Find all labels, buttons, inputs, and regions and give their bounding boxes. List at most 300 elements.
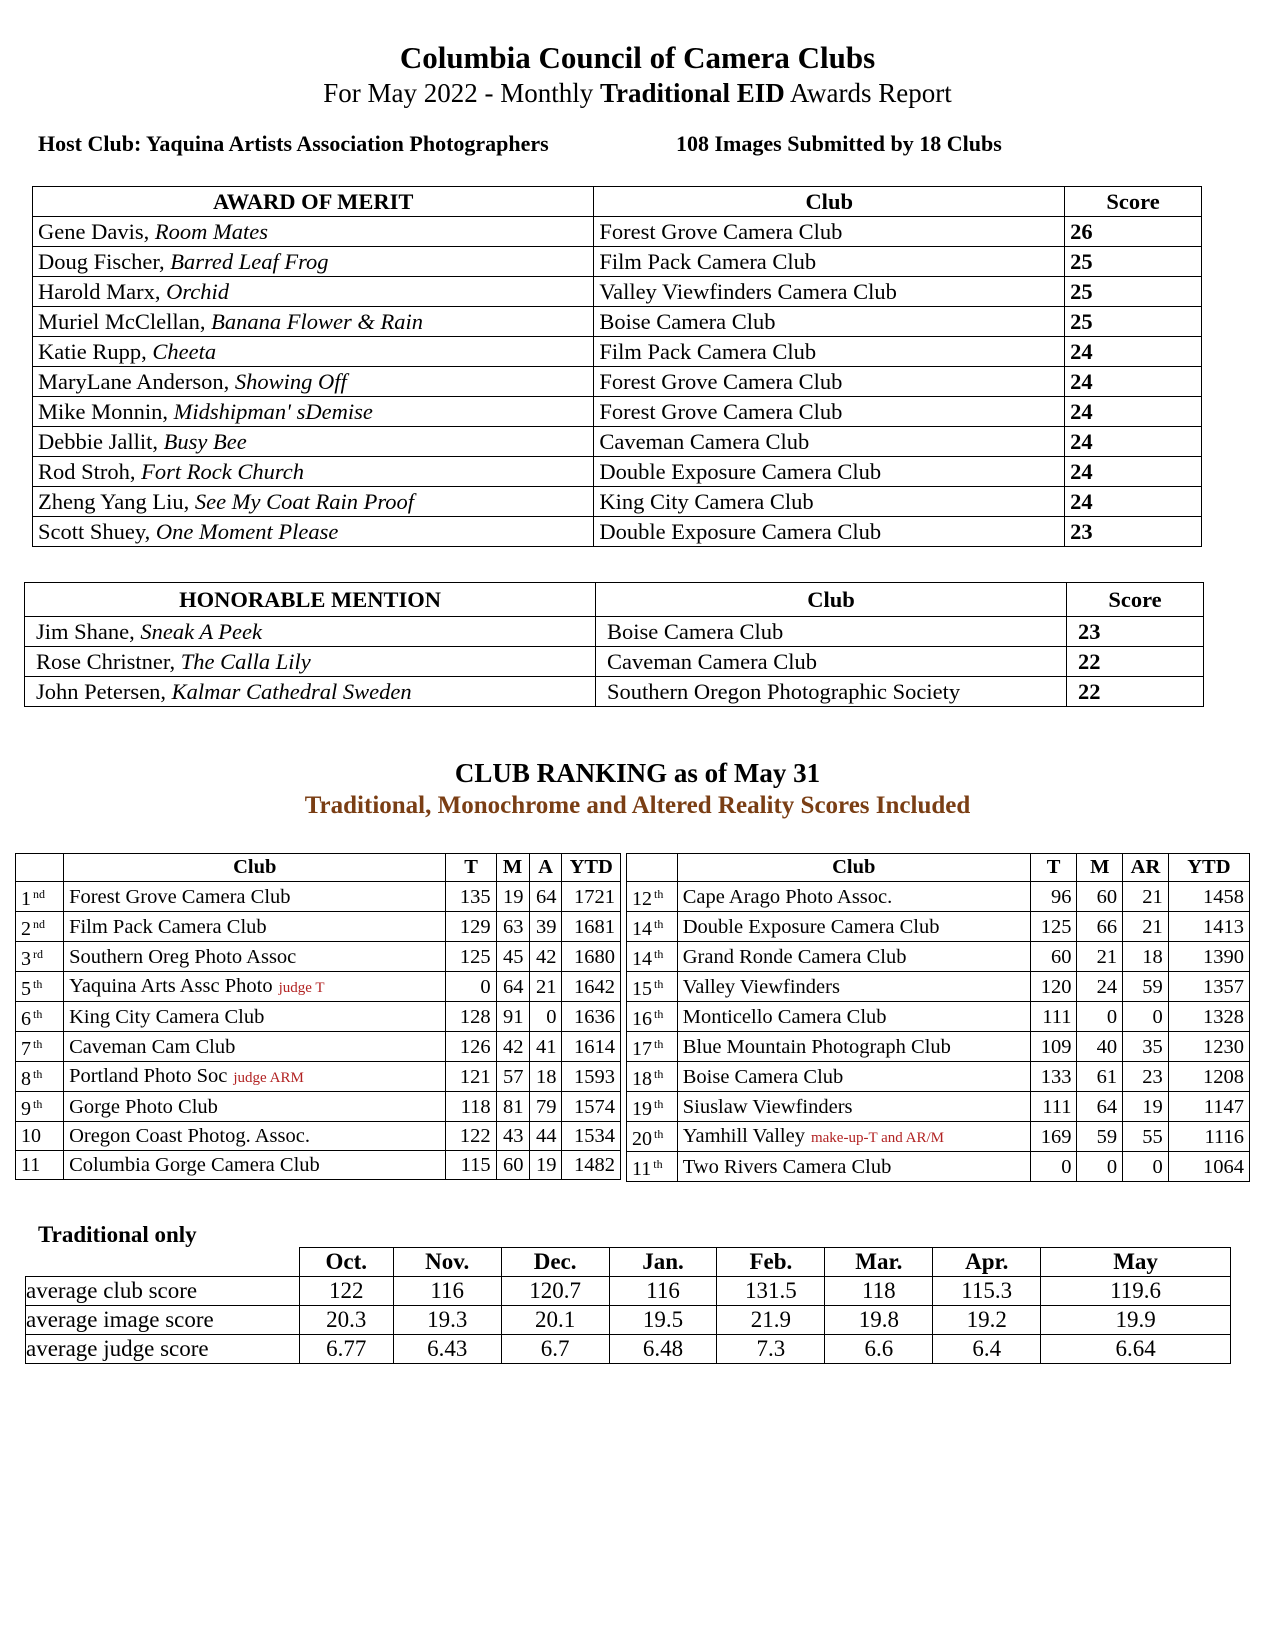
score-m-cell: 0 (1077, 1152, 1123, 1182)
value-cell: 122 (299, 1277, 393, 1306)
entrant-cell (33, 367, 594, 397)
score-t-cell: 128 (446, 1002, 496, 1032)
entrant-cell (33, 397, 594, 427)
club-cell (677, 882, 1030, 912)
place-suffix: th (654, 1127, 664, 1141)
club-cell (677, 1122, 1030, 1152)
table-row (33, 517, 1202, 547)
club-ranking-rows-right (627, 882, 1250, 1182)
column-header: M (496, 854, 529, 882)
table-row (16, 1122, 621, 1151)
column-header: YTD (1168, 854, 1249, 882)
club-cell (64, 1122, 446, 1151)
report-title: Columbia Council of Camera Clubs (399, 40, 876, 75)
place-suffix: th (33, 1007, 43, 1021)
month-header: Feb. (717, 1248, 825, 1277)
club-cell (64, 972, 446, 1002)
score-a-cell: 0 (1123, 1002, 1169, 1032)
club-name: Forest Grove Camera Club (69, 885, 291, 908)
score-t-cell: 126 (446, 1032, 496, 1062)
image-title: Room Mates (154, 218, 268, 244)
place-number: 8 (21, 1068, 31, 1090)
place-suffix: th (654, 1007, 664, 1021)
value-cell: 118 (825, 1277, 933, 1306)
club-cell: King City Camera Club (594, 487, 1065, 517)
score-t-cell: 115 (446, 1151, 496, 1180)
table-row (16, 1151, 621, 1180)
table-row (26, 1277, 1231, 1306)
score-t-cell: 111 (1030, 1092, 1077, 1122)
club-cell (677, 912, 1030, 942)
score-cell: 25 (1065, 277, 1202, 307)
entrant-cell (33, 307, 594, 337)
club-cell: Caveman Camera Club (594, 427, 1065, 457)
table-row (33, 307, 1202, 337)
table-row (627, 972, 1250, 1002)
image-title: Banana Flower & Rain (211, 308, 423, 334)
score-a-cell: 35 (1123, 1032, 1169, 1062)
score-m-cell: 81 (496, 1092, 529, 1122)
club-name: Monticello Camera Club (682, 1005, 887, 1028)
place-suffix: nd (33, 887, 45, 901)
table-row (627, 1002, 1250, 1032)
score-cell: 26 (1065, 217, 1202, 247)
score-ytd-cell: 1357 (1168, 972, 1249, 1002)
entrant-cell (33, 517, 594, 547)
score-m-cell: 64 (496, 972, 529, 1002)
club-cell (677, 1062, 1030, 1092)
score-a-cell: 59 (1123, 972, 1169, 1002)
score-a-cell: 41 (529, 1032, 562, 1062)
entrant-cell (33, 487, 594, 517)
score-a-cell: 64 (529, 882, 562, 912)
column-header: T (1030, 854, 1077, 882)
score-a-cell: 18 (529, 1062, 562, 1092)
score-t-cell: 121 (446, 1062, 496, 1092)
place-cell (16, 1002, 64, 1032)
table-row (16, 1092, 621, 1122)
club-cell (64, 882, 446, 912)
value-cell: 115.3 (933, 1277, 1041, 1306)
entrant-name: Harold Marx, (38, 278, 167, 304)
club-name: Portland Photo Soc (69, 1064, 228, 1087)
score-m-cell: 43 (496, 1122, 529, 1151)
score-ytd-cell: 1681 (562, 912, 621, 942)
club-cell (677, 1152, 1030, 1182)
place-suffix: th (33, 1067, 43, 1081)
table-row (16, 1032, 621, 1062)
club-cell: Valley Viewfinders Camera Club (594, 277, 1065, 307)
column-header: AWARD OF MERIT (33, 187, 594, 217)
value-cell: 6.48 (609, 1335, 717, 1364)
entrant-name: Gene Davis, (38, 218, 155, 244)
score-ytd-cell: 1116 (1168, 1122, 1249, 1152)
score-m-cell: 45 (496, 942, 529, 972)
place-suffix: th (653, 1157, 663, 1171)
score-t-cell: 125 (1030, 912, 1077, 942)
entrant-name: Rod Stroh, (38, 458, 142, 484)
club-cell: Double Exposure Camera Club (594, 517, 1065, 547)
score-a-cell: 19 (1123, 1092, 1169, 1122)
club-ranking-subtitle: Traditional, Monochrome and Altered Reality Scores Included (304, 792, 971, 819)
club-cell (677, 942, 1030, 972)
table-header-row (627, 854, 1250, 882)
award-of-merit-table (32, 186, 1202, 547)
row-label: average judge score (26, 1335, 300, 1364)
place-suffix: th (654, 1037, 664, 1051)
place-cell (627, 1092, 678, 1122)
place-number: 19 (632, 1098, 652, 1120)
score-m-cell: 57 (496, 1062, 529, 1092)
column-header: Club (594, 187, 1065, 217)
place-cell (16, 942, 64, 972)
images-submitted: 108 Images Submitted by 18 Clubs (676, 131, 1002, 156)
place-number: 11 (632, 1158, 652, 1180)
club-name: King City Camera Club (69, 1005, 265, 1028)
club-name: Southern Oreg Photo Assoc (69, 945, 297, 968)
score-cell: 24 (1065, 367, 1202, 397)
score-m-cell: 60 (496, 1151, 529, 1180)
table-row (33, 277, 1202, 307)
place-cell (627, 1032, 678, 1062)
column-header: T (446, 854, 496, 882)
club-cell: Forest Grove Camera Club (594, 397, 1065, 427)
score-ytd-cell: 1721 (562, 882, 621, 912)
place-number: 14 (632, 918, 652, 940)
award-of-merit-rows (33, 217, 1202, 547)
club-name: Valley Viewfinders (682, 975, 840, 998)
score-a-cell: 0 (529, 1002, 562, 1032)
score-a-cell: 21 (529, 972, 562, 1002)
place-number: 18 (632, 1068, 652, 1090)
score-a-cell: 39 (529, 912, 562, 942)
entrant-name: Doug Fischer, (38, 248, 171, 274)
score-t-cell: 118 (446, 1092, 496, 1122)
score-t-cell: 96 (1030, 882, 1077, 912)
image-title: Orchid (166, 278, 230, 304)
score-a-cell: 44 (529, 1122, 562, 1151)
value-cell: 6.77 (299, 1335, 393, 1364)
value-cell: 21.9 (717, 1306, 825, 1335)
score-cell: 25 (1065, 247, 1202, 277)
score-cell: 24 (1065, 487, 1202, 517)
score-m-cell: 21 (1077, 942, 1123, 972)
table-row (16, 942, 621, 972)
table-header-row (16, 854, 621, 882)
club-cell (64, 912, 446, 942)
score-t-cell: 111 (1030, 1002, 1077, 1032)
score-t-cell: 135 (446, 882, 496, 912)
score-a-cell: 21 (1123, 912, 1169, 942)
place-number: 14 (632, 948, 652, 970)
table-row (26, 1335, 1231, 1364)
score-m-cell: 24 (1077, 972, 1123, 1002)
score-ytd-cell: 1230 (1168, 1032, 1249, 1062)
club-name: Caveman Cam Club (69, 1035, 236, 1058)
score-t-cell: 169 (1030, 1122, 1077, 1152)
place-number: 16 (632, 1008, 652, 1030)
entrant-cell (25, 617, 596, 647)
image-title: See My Coat Rain Proof (194, 488, 414, 514)
entrant-name: Katie Rupp, (38, 338, 153, 364)
image-title: Showing Off (234, 368, 347, 394)
club-ranking-table-left (15, 853, 621, 1180)
place-number: 3 (21, 948, 31, 970)
value-cell: 19.3 (393, 1306, 501, 1335)
value-cell: 19.5 (609, 1306, 717, 1335)
score-cell: 24 (1065, 457, 1202, 487)
value-cell: 116 (393, 1277, 501, 1306)
score-ytd-cell: 1458 (1168, 882, 1249, 912)
entrant-cell (25, 647, 596, 677)
image-title: Barred Leaf Frog (170, 248, 329, 274)
place-suffix: th (654, 1067, 664, 1081)
table-row (627, 1122, 1250, 1152)
host-club: Host Club: Yaquina Artists Association Photographers (38, 131, 549, 156)
place-number: 9 (21, 1098, 31, 1120)
club-cell (64, 942, 446, 972)
value-cell: 6.64 (1041, 1335, 1231, 1364)
place-number: 15 (632, 978, 652, 1000)
score-a-cell: 42 (529, 942, 562, 972)
score-cell: 23 (1065, 517, 1202, 547)
score-ytd-cell: 1534 (562, 1122, 621, 1151)
club-cell (64, 1151, 446, 1180)
month-header: Apr. (933, 1248, 1041, 1277)
place-suffix: nd (33, 917, 45, 931)
entrant-cell (33, 427, 594, 457)
place-suffix: th (654, 917, 664, 931)
subtitle-suffix: Awards Report (784, 78, 952, 108)
value-cell: 20.1 (501, 1306, 609, 1335)
traditional-averages-rows (26, 1277, 1231, 1364)
score-cell: 23 (1067, 617, 1204, 647)
judge-note: judge T (278, 979, 325, 996)
column-header: M (1077, 854, 1123, 882)
score-m-cell: 61 (1077, 1062, 1123, 1092)
score-t-cell: 125 (446, 942, 496, 972)
table-row (33, 397, 1202, 427)
value-cell: 19.8 (825, 1306, 933, 1335)
table-row (25, 617, 1204, 647)
score-a-cell: 19 (529, 1151, 562, 1180)
value-cell: 6.7 (501, 1335, 609, 1364)
club-ranking-table-right (626, 853, 1250, 1182)
entrant-name: Jim Shane, (36, 618, 141, 644)
place-suffix: th (33, 1037, 43, 1051)
score-t-cell: 122 (446, 1122, 496, 1151)
club-cell (64, 1032, 446, 1062)
image-title: Cheeta (152, 338, 217, 364)
entrant-name: Zheng Yang Liu, (38, 488, 195, 514)
value-cell: 120.7 (501, 1277, 609, 1306)
place-number: 11 (21, 1154, 41, 1176)
column-header: YTD (562, 854, 621, 882)
score-t-cell: 129 (446, 912, 496, 942)
month-header: Dec. (501, 1248, 609, 1277)
club-name: Film Pack Camera Club (69, 915, 267, 938)
club-name: Columbia Gorge Camera Club (69, 1154, 320, 1176)
club-cell (64, 1062, 446, 1092)
entrant-name: MaryLane Anderson, (38, 368, 235, 394)
row-label: average image score (26, 1306, 300, 1335)
table-header-row (25, 583, 1204, 617)
score-ytd-cell: 1328 (1168, 1002, 1249, 1032)
month-header: Mar. (825, 1248, 933, 1277)
month-header: Oct. (299, 1248, 393, 1277)
place-number: 17 (632, 1038, 652, 1060)
entrant-name: Debbie Jallit, (38, 428, 164, 454)
club-cell: Film Pack Camera Club (594, 337, 1065, 367)
value-cell: 6.6 (825, 1335, 933, 1364)
score-t-cell: 120 (1030, 972, 1077, 1002)
column-header: Score (1065, 187, 1202, 217)
table-row (627, 1032, 1250, 1062)
value-cell: 116 (609, 1277, 717, 1306)
entrant-cell (25, 677, 596, 707)
table-row (33, 367, 1202, 397)
image-title: Fort Rock Church (141, 458, 305, 484)
place-suffix: th (654, 1097, 664, 1111)
score-ytd-cell: 1413 (1168, 912, 1249, 942)
table-header-row (33, 187, 1202, 217)
table-row (25, 677, 1204, 707)
table-row (16, 912, 621, 942)
club-name: Siuslaw Viewfinders (682, 1095, 853, 1118)
club-cell (677, 1032, 1030, 1062)
place-cell (627, 882, 678, 912)
table-row (26, 1306, 1231, 1335)
place-suffix: th (654, 977, 664, 991)
score-cell: 25 (1065, 307, 1202, 337)
club-name: Boise Camera Club (682, 1065, 844, 1088)
subtitle-bold: Traditional EID (599, 78, 785, 108)
table-row (33, 457, 1202, 487)
table-row (33, 217, 1202, 247)
score-ytd-cell: 1636 (562, 1002, 621, 1032)
place-cell (16, 882, 64, 912)
column-header: A (529, 854, 562, 882)
honorable-mention-rows (25, 617, 1204, 707)
value-cell: 131.5 (717, 1277, 825, 1306)
entrant-cell (33, 277, 594, 307)
honorable-mention-table (24, 582, 1204, 707)
place-suffix: th (654, 887, 664, 901)
club-name: Yaquina Arts Assc Photo (69, 974, 273, 997)
score-m-cell: 60 (1077, 882, 1123, 912)
score-a-cell: 79 (529, 1092, 562, 1122)
score-ytd-cell: 1614 (562, 1032, 621, 1062)
club-name: Yamhill Valley (682, 1124, 805, 1147)
score-m-cell: 66 (1077, 912, 1123, 942)
image-title: Busy Bee (163, 428, 247, 454)
score-m-cell: 91 (496, 1002, 529, 1032)
month-header: Jan. (609, 1248, 717, 1277)
place-cell (16, 1151, 64, 1180)
club-cell (64, 1002, 446, 1032)
place-number: 6 (21, 1008, 31, 1030)
entrant-name: Scott Shuey, (38, 518, 156, 544)
score-t-cell: 60 (1030, 942, 1077, 972)
place-suffix: th (654, 947, 664, 961)
score-ytd-cell: 1064 (1168, 1152, 1249, 1182)
place-cell (627, 1062, 678, 1092)
entrant-name: Rose Christner, (36, 648, 181, 674)
club-name: Gorge Photo Club (69, 1095, 218, 1118)
place-cell (627, 942, 678, 972)
club-cell (677, 1002, 1030, 1032)
subtitle-prefix: For May 2022 - Monthly (323, 78, 600, 108)
blank-header (26, 1248, 300, 1277)
entrant-name: John Petersen, (36, 678, 172, 704)
score-m-cell: 0 (1077, 1002, 1123, 1032)
judge-note: judge ARM (233, 1069, 304, 1086)
place-cell (627, 1002, 678, 1032)
image-title: Midshipman' sDemise (173, 398, 373, 424)
table-row (627, 912, 1250, 942)
place-cell (16, 1032, 64, 1062)
column-header: Club (64, 854, 446, 882)
column-header: Club (596, 583, 1067, 617)
club-cell (677, 972, 1030, 1002)
place-number: 5 (21, 978, 31, 1000)
place-suffix: th (33, 1097, 43, 1111)
entrant-cell (33, 247, 594, 277)
place-cell (627, 972, 678, 1002)
table-row (16, 972, 621, 1002)
score-t-cell: 133 (1030, 1062, 1077, 1092)
score-cell: 24 (1065, 397, 1202, 427)
entrant-name: Mike Monnin, (38, 398, 174, 424)
table-row (33, 487, 1202, 517)
column-header: Score (1067, 583, 1204, 617)
table-row (16, 882, 621, 912)
club-ranking-rows-left (16, 882, 621, 1180)
table-row (627, 1152, 1250, 1182)
score-a-cell: 18 (1123, 942, 1169, 972)
entrant-cell (33, 457, 594, 487)
club-ranking-title: CLUB RANKING as of May 31 (454, 758, 821, 788)
score-ytd-cell: 1208 (1168, 1062, 1249, 1092)
table-row (33, 337, 1202, 367)
club-name: Oregon Coast Photog. Assoc. (69, 1125, 310, 1147)
table-header-row (26, 1248, 1231, 1277)
score-a-cell: 55 (1123, 1122, 1169, 1152)
column-header: AR (1123, 854, 1169, 882)
score-m-cell: 63 (496, 912, 529, 942)
club-cell (64, 1092, 446, 1122)
month-header: Nov. (393, 1248, 501, 1277)
club-cell: Boise Camera Club (594, 307, 1065, 337)
value-cell: 19.2 (933, 1306, 1041, 1335)
place-cell (627, 1152, 678, 1182)
table-row (25, 647, 1204, 677)
place-cell (16, 1062, 64, 1092)
place-suffix: th (33, 977, 43, 991)
column-header: Club (677, 854, 1030, 882)
score-ytd-cell: 1482 (562, 1151, 621, 1180)
club-name: Grand Ronde Camera Club (682, 945, 907, 968)
score-ytd-cell: 1593 (562, 1062, 621, 1092)
report-subtitle (0, 78, 1275, 109)
image-title: One Moment Please (155, 518, 339, 544)
place-cell (16, 912, 64, 942)
place-number: 2 (21, 918, 31, 940)
club-cell: Forest Grove Camera Club (594, 367, 1065, 397)
table-row (627, 882, 1250, 912)
place-number: 10 (21, 1125, 41, 1147)
judge-note: make-up-T and AR/M (810, 1129, 945, 1146)
